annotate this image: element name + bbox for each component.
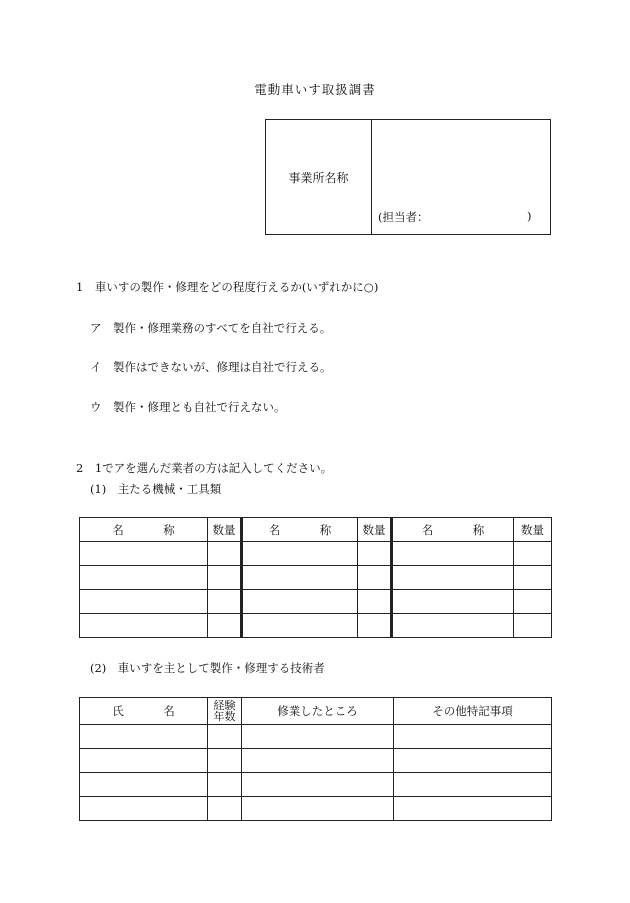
table-cell[interactable]: [208, 590, 242, 614]
table-cell[interactable]: [242, 725, 394, 749]
table-cell[interactable]: [242, 614, 358, 638]
table-cell[interactable]: [80, 797, 208, 821]
table-cell[interactable]: [358, 542, 392, 566]
table-cell[interactable]: [208, 542, 242, 566]
table-cell[interactable]: [392, 614, 514, 638]
table-row: [80, 614, 552, 638]
q1-option-a[interactable]: ア 製作・修理業務のすべてを自社で行える。: [90, 321, 332, 335]
table-cell[interactable]: [242, 773, 394, 797]
tech-header-experience: [208, 698, 242, 725]
table-cell[interactable]: [392, 590, 514, 614]
equipment-table: [79, 517, 552, 638]
office-name-label: 事業所名称: [266, 120, 372, 235]
table-cell[interactable]: [80, 773, 208, 797]
technician-table: [79, 697, 552, 821]
table-cell[interactable]: [394, 725, 552, 749]
office-name-field[interactable]: [372, 120, 551, 235]
tech-header-experience-line1: 経験: [213, 699, 236, 712]
tech-header-experience-line2: 年数: [213, 710, 236, 723]
table-cell[interactable]: [242, 542, 358, 566]
table-row: [80, 773, 552, 797]
table-row: [80, 725, 552, 749]
equipment-header-name-1: 名 称: [80, 518, 208, 542]
table-cell[interactable]: [208, 797, 242, 821]
table-cell[interactable]: [514, 590, 552, 614]
table-cell[interactable]: [208, 725, 242, 749]
contact-person-close: ): [527, 209, 532, 223]
q2-heading: 2 1でアを選んだ業者の方は記入してください。: [76, 461, 333, 475]
table-row: [80, 542, 552, 566]
q1-heading: 1 車いすの製作・修理をどの程度行えるか(いずれかに○): [76, 280, 379, 294]
table-cell[interactable]: [394, 773, 552, 797]
tech-header-notes: その他特記事項: [394, 698, 552, 725]
table-cell[interactable]: [514, 542, 552, 566]
equipment-header-name-3: 名 称: [392, 518, 514, 542]
table-row: [80, 590, 552, 614]
table-row: [80, 797, 552, 821]
table-cell[interactable]: [208, 773, 242, 797]
table-cell[interactable]: [242, 749, 394, 773]
table-row: [80, 749, 552, 773]
equipment-header-qty-1: 数量: [208, 518, 242, 542]
q2-sub1: (1) 主たる機械・工具類: [90, 482, 222, 496]
equipment-header-name-2: 名 称: [242, 518, 358, 542]
table-cell[interactable]: [208, 749, 242, 773]
tech-header-name: 氏 名: [80, 698, 208, 725]
table-cell[interactable]: [80, 614, 208, 638]
office-table: [265, 119, 551, 235]
table-cell[interactable]: [80, 566, 208, 590]
table-cell[interactable]: [80, 749, 208, 773]
table-cell[interactable]: [358, 566, 392, 590]
table-cell[interactable]: [80, 725, 208, 749]
table-cell[interactable]: [358, 614, 392, 638]
table-cell[interactable]: [80, 542, 208, 566]
table-cell[interactable]: [208, 614, 242, 638]
table-row: [80, 566, 552, 590]
table-cell[interactable]: [208, 566, 242, 590]
table-cell[interactable]: [394, 749, 552, 773]
table-cell[interactable]: [394, 797, 552, 821]
page-title: 電動車いす取扱調書: [254, 82, 376, 97]
tech-header-training: 修業したところ: [242, 698, 394, 725]
table-cell[interactable]: [80, 590, 208, 614]
table-cell[interactable]: [242, 566, 358, 590]
table-cell[interactable]: [242, 797, 394, 821]
q1-option-u[interactable]: ウ 製作・修理とも自社で行えない。: [90, 400, 286, 414]
equipment-header-qty-3: 数量: [514, 518, 552, 542]
table-cell[interactable]: [392, 566, 514, 590]
table-cell[interactable]: [392, 542, 514, 566]
table-cell[interactable]: [242, 590, 358, 614]
equipment-header-qty-2: 数量: [358, 518, 392, 542]
table-cell[interactable]: [514, 566, 552, 590]
q2-sub2: (2) 車いすを主として製作・修理する技術者: [90, 661, 325, 675]
table-cell[interactable]: [514, 614, 552, 638]
q1-option-i[interactable]: イ 製作はできないが、修理は自社で行える。: [90, 360, 332, 374]
contact-person-label: (担当者：: [378, 210, 429, 224]
table-cell[interactable]: [358, 590, 392, 614]
